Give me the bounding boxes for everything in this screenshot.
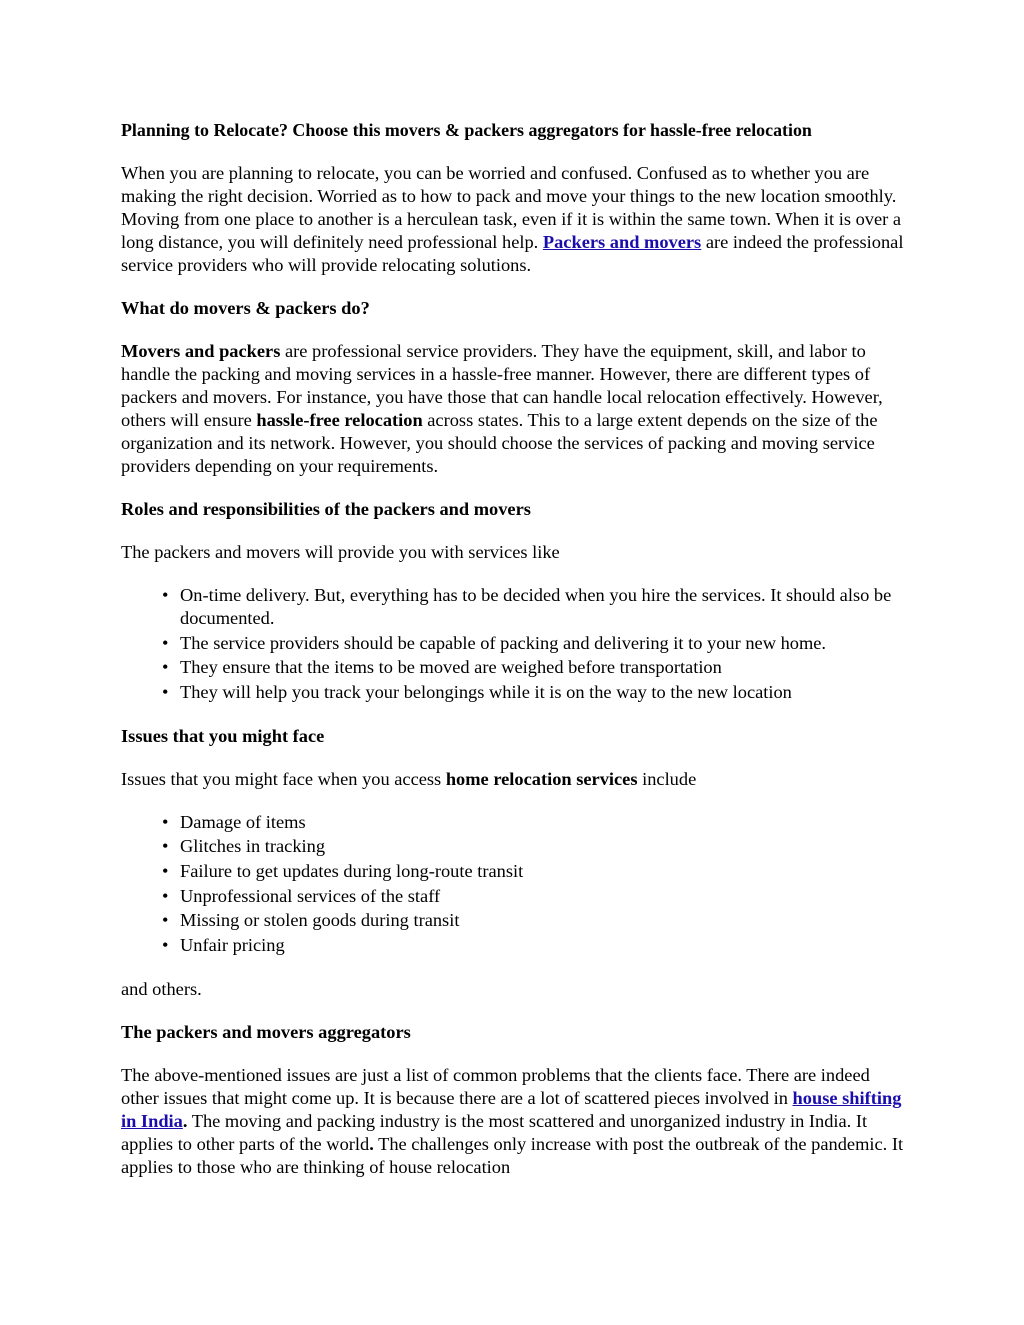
aggregators-text-3: The challenges only increase with post the outbreak of the pandemic. It applies to those who are thinking of house relocation — [121, 1133, 904, 1177]
issues-lead-text-2: include — [637, 768, 697, 789]
intro-paragraph — [121, 162, 911, 277]
section-heading-aggregators: The packers and movers aggregators — [121, 1021, 411, 1042]
list-item: • On-time delivery. But, everything has to be decided when you hire the services. It should also be documented. — [180, 584, 911, 630]
section-heading-what-do: What do movers & packers do? — [121, 298, 370, 318]
intro-text-2: are indeed the professional service providers who will provide relocating solutions. — [121, 232, 904, 275]
list-item: • Glitches in tracking — [180, 835, 911, 858]
list-item: • Unfair pricing — [180, 934, 911, 957]
what-do-text-2: across states. This to a large extent depends on the size of the organization and its network. However, you should choose the services of packing and moving service providers depending on your requirements. — [121, 410, 878, 476]
section-heading-issues: Issues that you might face — [121, 725, 325, 746]
list-item: • Failure to get updates during long-route transit — [180, 860, 911, 883]
bold-home-relocation-services: home relocation services — [445, 768, 638, 789]
list-item: • The service providers should be capable of packing and delivering it to your new home. — [180, 632, 911, 655]
roles-list — [121, 584, 911, 704]
bold-period: . — [182, 1110, 188, 1131]
list-item: • Damage of items — [180, 811, 911, 834]
list-item: • Missing or stolen goods during transit — [180, 909, 911, 932]
aggregators-text-2: The moving and packing industry is the most scattered and unorganized industry in India. It applies to other parts of the world — [121, 1110, 868, 1154]
aggregators-paragraph — [121, 1064, 911, 1179]
roles-lead: The packers and movers will provide you with services like — [121, 542, 560, 562]
what-do-paragraph — [121, 340, 911, 478]
aggregators-text-1: The above-mentioned issues are just a list of common problems that the clients face. There are indeed other issues that might come up. It is because there are a lot of scattered pieces involved in — [121, 1064, 870, 1108]
list-item: • They ensure that the items to be moved are weighed before transportation — [180, 656, 911, 679]
bold-movers-and-packers: Movers and packers — [121, 341, 281, 361]
packers-and-movers-link[interactable]: Packers and movers — [542, 232, 702, 252]
document-page — [121, 119, 911, 1199]
intro-text-1: When you are planning to relocate, you can be worried and confused. Confused as to whether you are making the right decision. Worried as to how to pack and move your things to the new location smoothly. Moving from one place to another is a herculean task, even if it is within the same town. When it is over a long distance, you will definitely need professional help. — [121, 163, 902, 252]
section-heading-roles: Roles and responsibilities of the packers and movers — [121, 499, 531, 519]
issues-trailer: and others. — [121, 978, 202, 999]
what-do-text-1: are professional service providers. They have the equipment, skill, and labor to handle the packing and moving services in a hassle-free manner. However, there are different types of packers and movers. For instance, you have those that can handle local relocation effectively. However, others will ensure — [121, 341, 883, 430]
issues-list — [121, 811, 911, 957]
issues-lead — [121, 768, 911, 791]
document-title: Planning to Relocate? Choose this movers & packers aggregators for hassle-free relocation — [121, 120, 812, 140]
bold-period: . — [369, 1133, 374, 1154]
issues-lead-text-1: Issues that you might face when you access — [121, 768, 446, 789]
list-item: • Unprofessional services of the staff — [180, 885, 911, 908]
house-shifting-in-india-link[interactable]: house shifting in India — [121, 1087, 902, 1131]
bold-hassle-free-relocation: hassle-free relocation — [256, 410, 423, 430]
list-item: • They will help you track your belongings while it is on the way to the new location — [180, 681, 911, 704]
